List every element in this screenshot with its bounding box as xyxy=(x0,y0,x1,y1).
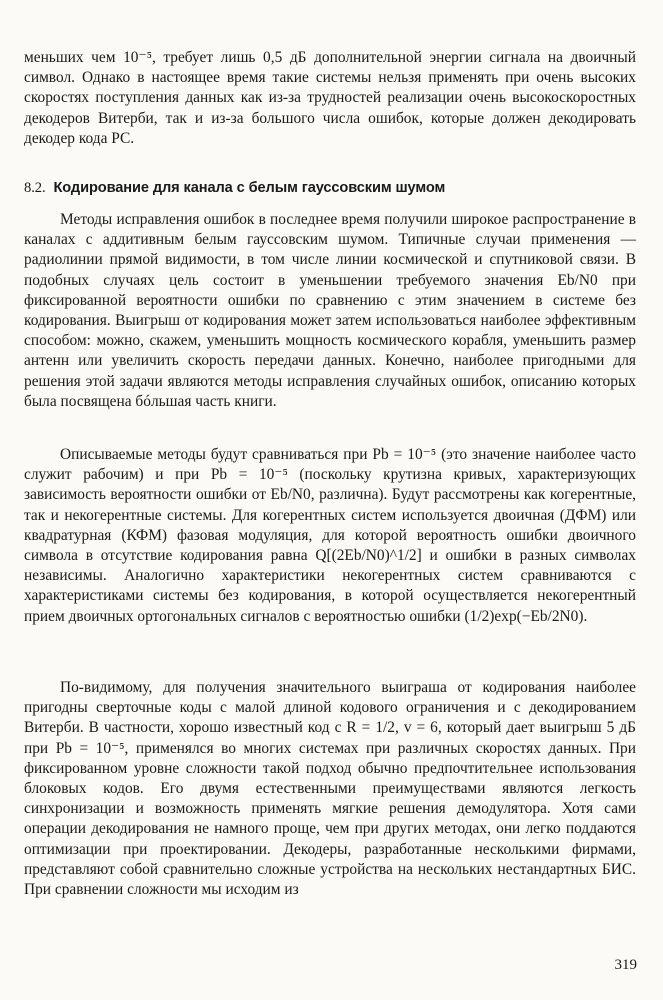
paragraph-2: Описываемые методы будут сравниваться при Pb = 10⁻⁵ (это значение наиболее часто служит рабочим) и при Pb = 10⁻⁵ (поскольку крутизна кривых, характеризующих зависимость вероятности ошибки от Eb/N0, различна). Будут рассмотрены как когерентные, так и некогерентные системы. Для когерентных систем используется двоичная (ДФМ) или квадратурная (КФМ) фазовая модуляция, для которой вероятность ошибки двоичного символа в отсутствие кодирования равна Q[(2Eb/N0)^1/2] и ошибки в разных символах независимы. Аналогично характеристики некогерентных систем сравниваются с характеристиками системы без кодирования, в которой осуществляется некогерентный прием двоичных ортогональных сигналов с вероятностью ошибки (1/2)exp(−Eb/2N0). xyxy=(24,446,636,625)
section-number: 8.2. xyxy=(24,180,46,196)
paragraph-3: По-видимому, для получения значительного выиграша от кодирования наиболее пригодны сверточные коды с малой длиной кодового ограничения и с декодированием Витерби. В частности, хорошо известный код с R = 1/2, v = 6, который дает выигрыш 5 дБ при Pb = 10⁻⁵, применялся во многих системах при различных скоростях данных. При фиксированном уровне сложности такой подход обычно предпочтительнее использования блоковых кодов. Его двумя естественными преимуществами являются легкость синхронизации и возможность применять мягкие решения демодулятора. Хотя сами операции декодирования не намного проще, чем при других методах, они легко поддаются оптимизации при проектировании. Декодеры, разработанные несколькими фирмами, представляют собой сравнительно сложные устройства на нескольких нестандартных БИС. При сравнении сложности мы исходим из xyxy=(24,679,636,899)
section-title: Кодирование для канала с белым гауссовским шумом xyxy=(53,180,446,196)
page-number: 319 xyxy=(614,957,637,973)
paragraph-1: Методы исправления ошибок в последнее время получили широкое распространение в каналах с аддитивным белым гауссовским шумом. Типичные случаи применения — радиолинии прямой видимости, в том числе линии космической и спутниковой связи. В подобных случаях цель состоит в уменьшении требуемого значения Eb/N0 при фиксированной вероятности ошибки по сравнению с этим значением в системе без кодирования. Выигрыш от кодирования может затем использоваться наиболее эффективным способом: можно, скажем, уменьшить мощность космического корабля, уменьшить размер антенн или увеличить скорость передачи данных. Конечно, наиболее пригодными для решения этой задачи являются методы исправления случайных ошибок, описанию которых была посвящена бóльшая часть книги. xyxy=(24,211,636,410)
continuation-paragraph: меньших чем 10⁻⁵, требует лишь 0,5 дБ дополнительной энергии сигнала на двоичный символ. Однако в настоящее время такие системы нельзя применять при очень высоких скоростях поступления данных как из-за трудностей реализации очень высокоскоростных декодеров Витерби, так и из-за большого числа ошибок, которые должен декодировать декодер кода РС. xyxy=(24,49,636,147)
section-heading xyxy=(24,178,636,198)
